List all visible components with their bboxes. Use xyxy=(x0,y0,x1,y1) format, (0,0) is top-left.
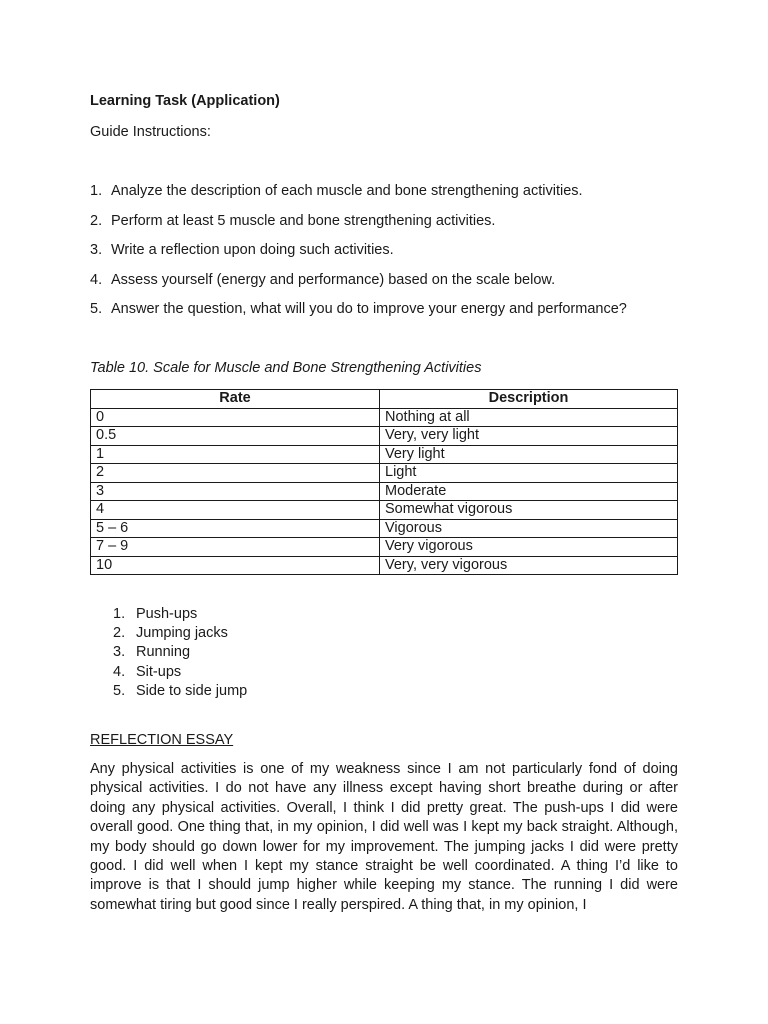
column-header-description: Description xyxy=(380,390,678,409)
activity-item xyxy=(113,643,247,662)
rate-cell: 0 xyxy=(91,408,380,427)
activity-number: 2. xyxy=(113,625,126,642)
scale-table xyxy=(90,389,678,575)
instruction-text: Answer the question, what will you do to improve your energy and performance? xyxy=(111,301,627,317)
description-cell: Very vigorous xyxy=(380,538,678,557)
rate-cell: 0.5 xyxy=(91,427,380,446)
instruction-item xyxy=(90,300,690,330)
table-row xyxy=(91,556,678,575)
table-row xyxy=(91,538,678,557)
activity-item xyxy=(113,624,247,643)
rate-cell: 2 xyxy=(91,464,380,483)
activity-number: 4. xyxy=(113,663,126,680)
instruction-item xyxy=(90,182,690,212)
rate-cell: 1 xyxy=(91,445,380,464)
activity-text: Sit-ups xyxy=(136,663,182,680)
instruction-item xyxy=(90,212,690,242)
table-row xyxy=(91,519,678,538)
instruction-item xyxy=(90,271,690,301)
column-header-rate: Rate xyxy=(91,390,380,409)
description-cell: Nothing at all xyxy=(380,408,678,427)
table-row xyxy=(91,445,678,464)
description-cell: Very, very vigorous xyxy=(380,556,678,575)
rate-cell: 7 – 9 xyxy=(91,538,380,557)
description-cell: Moderate xyxy=(380,482,678,501)
instruction-number: 3. xyxy=(90,242,103,258)
rate-cell: 3 xyxy=(91,482,380,501)
description-cell: Light xyxy=(380,464,678,483)
activity-number: 5. xyxy=(113,682,126,699)
rate-cell: 5 – 6 xyxy=(91,519,380,538)
description-cell: Somewhat vigorous xyxy=(380,501,678,520)
activity-text: Push-ups xyxy=(136,606,198,622)
table-caption: Table 10. Scale for Muscle and Bone Strengthening Activities xyxy=(90,360,482,376)
instruction-number: 5. xyxy=(90,301,103,317)
activity-item xyxy=(113,682,247,701)
instruction-number: 1. xyxy=(90,183,103,199)
table-row xyxy=(91,427,678,446)
instruction-number: 2. xyxy=(90,212,103,229)
activity-number: 3. xyxy=(113,644,126,661)
description-cell: Vigorous xyxy=(380,519,678,538)
guide-label: Guide Instructions: xyxy=(90,124,211,140)
instruction-text: Perform at least 5 muscle and bone strengthening activities. xyxy=(111,212,496,229)
table-row xyxy=(91,408,678,427)
instruction-item xyxy=(90,241,690,271)
instruction-list xyxy=(90,182,690,330)
rate-cell: 4 xyxy=(91,501,380,520)
activity-item xyxy=(113,605,247,624)
activity-text: Running xyxy=(136,644,191,661)
activity-text: Jumping jacks xyxy=(136,625,228,642)
table-row xyxy=(91,482,678,501)
instruction-text: Assess yourself (energy and performance) based on the scale below. xyxy=(111,271,556,288)
description-cell: Very, very light xyxy=(380,427,678,446)
table-header-row xyxy=(91,390,678,409)
activity-text: Side to side jump xyxy=(136,682,248,699)
description-cell: Very light xyxy=(380,445,678,464)
essay-body: Any physical activities is one of my weakness since I am not particularly fond of doing physical activities. I do not have any illness except having short breathe during or after doing any physical activities. Overall, I think I did pretty great. The push-ups I did were overall good. One thing that, in my opinion, I did well was I kept my back straight. Although, my body should go down lower for my improvement. The jumping jacks I did were pretty good. I did well when I kept my stance straight be well coordinated. A thing I’d like to improve is that I should jump higher while keeping my stance. The running I did were somewhat tiring but good since I really perspired. A thing that, in my opinion, I xyxy=(90,761,678,913)
page-heading: Learning Task (Application) xyxy=(90,93,280,109)
instruction-number: 4. xyxy=(90,271,103,288)
activity-item xyxy=(113,663,247,682)
activity-list xyxy=(113,605,247,701)
rate-cell: 10 xyxy=(91,556,380,575)
essay-title: REFLECTION ESSAY xyxy=(90,732,234,748)
instruction-text: Write a reflection upon doing such activities. xyxy=(111,242,394,258)
table-row xyxy=(91,464,678,483)
table-row xyxy=(91,501,678,520)
instruction-text: Analyze the description of each muscle and bone strengthening activities. xyxy=(111,183,583,199)
activity-number: 1. xyxy=(113,606,126,622)
